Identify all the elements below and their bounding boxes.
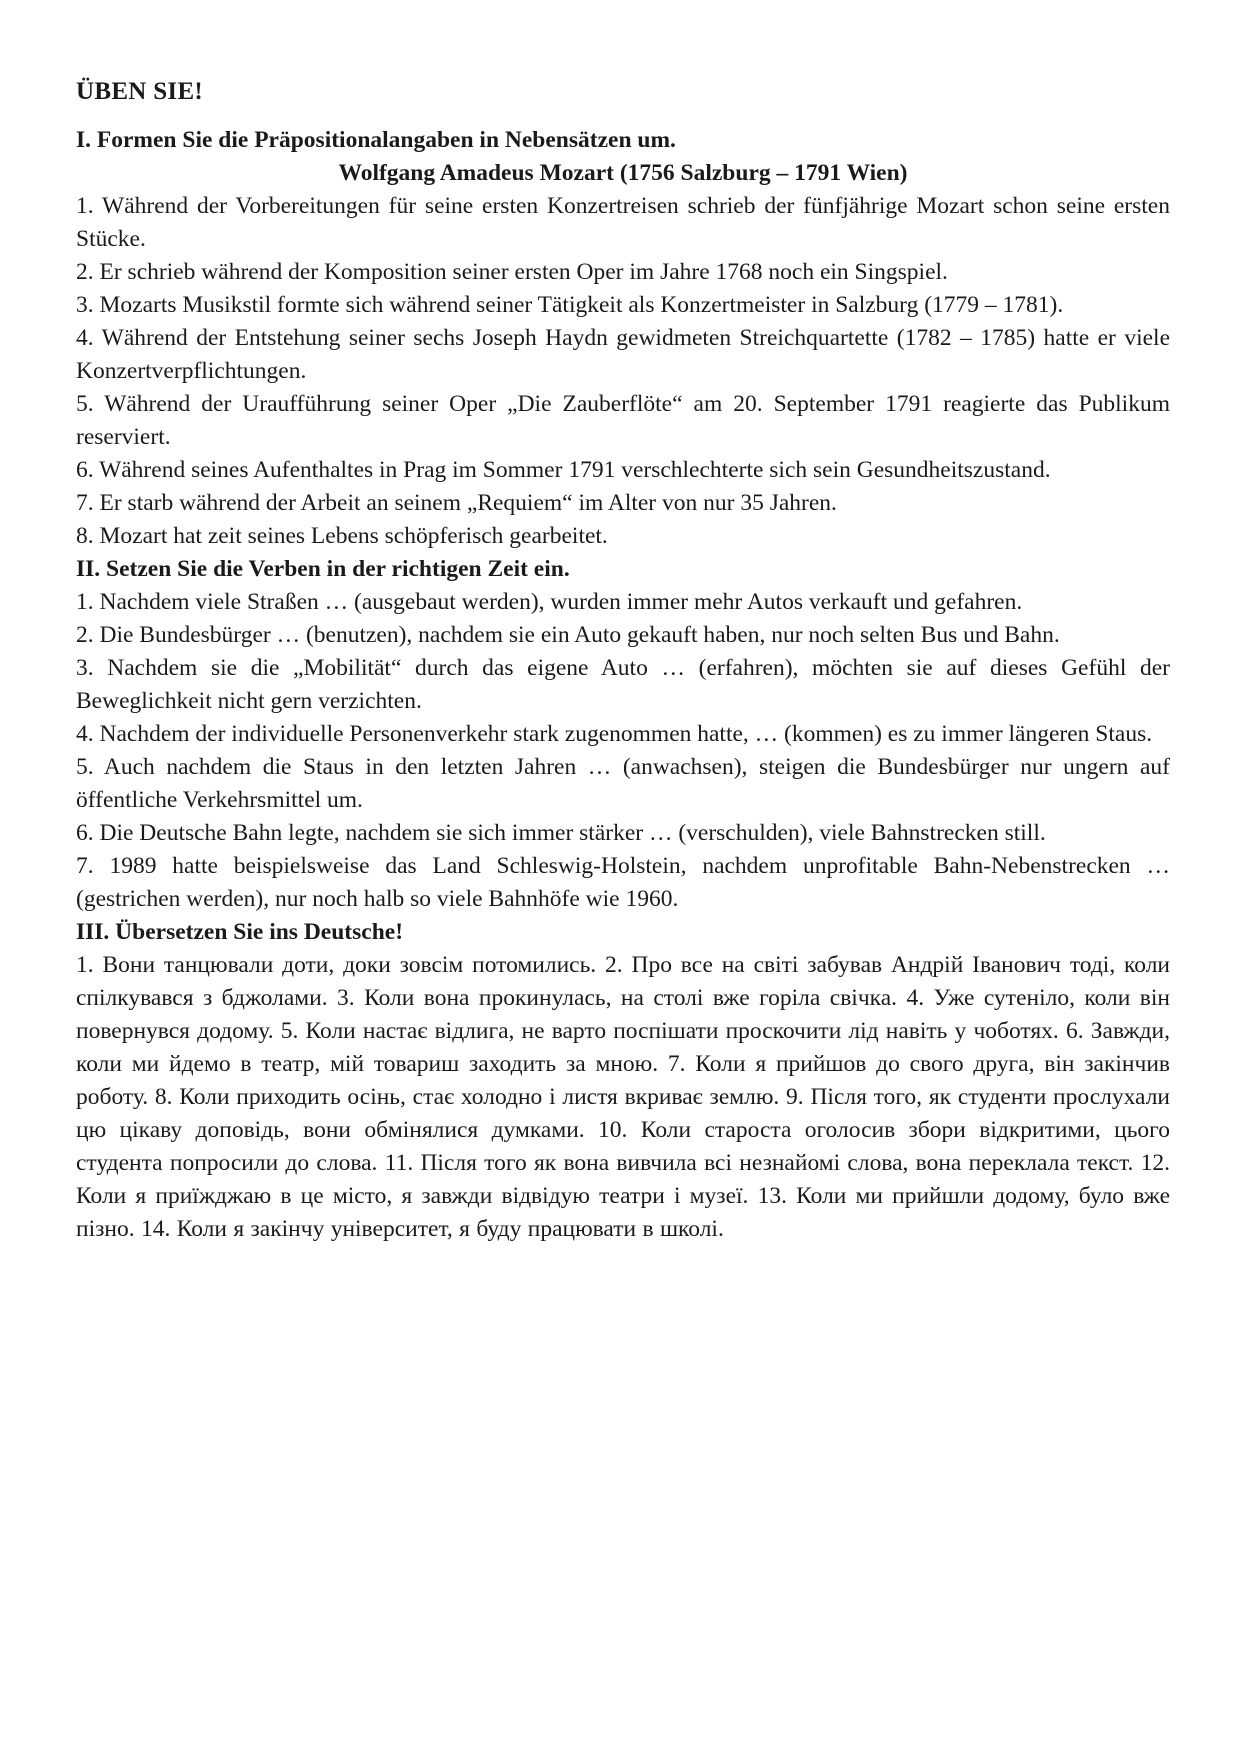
translation-sentence: 4. Уже сутеніло, коли він повернувся додому.	[76, 985, 1171, 1044]
translation-sentence: 10. Коли староста оголосив збори відкритими, цього студента попросили до слова.	[76, 1117, 1170, 1176]
translation-sentence: 2. Про все на світі забував Андрій Іванович тоді, коли спілкувався з бджолами.	[76, 952, 1171, 1011]
section-1-item: 1. Während der Vorbereitungen für seine ersten Konzertreisen schrieb der fünfjährige Mozart schon seine ersten Stücke.	[76, 193, 1170, 252]
translation-sentence: 6. Завжди, коли ми йдемо в театр, мій товариш заходить за мною.	[76, 1018, 1171, 1077]
section-2-heading: II. Setzen Sie die Verben in der richtigen Zeit ein.	[76, 556, 570, 582]
section-1-item: 2. Er schrieb während der Komposition seiner ersten Oper im Jahre 1768 noch ein Singspiel.	[76, 259, 948, 285]
section-1-item: 6. Während seines Aufenthaltes in Prag im Sommer 1791 verschlechterte sich sein Gesundheitszustand.	[76, 457, 1051, 483]
section-2-item: 2. Die Bundesbürger … (benutzen), nachdem sie ein Auto gekauft haben, nur noch selten Bus und Bahn.	[76, 622, 1060, 648]
translation-sentence: 7. Коли я прийшов до свого друга, він закінчив роботу.	[76, 1051, 1170, 1110]
translation-sentence: 1. Вони танцювали доти, доки зовсім потомились.	[76, 952, 597, 978]
section-2-item: 5. Auch nachdem die Staus in den letzten Jahren … (anwachsen), steigen die Bundesbürger nur ungern auf öffentliche Verkehrsmittel um.	[76, 754, 1170, 813]
section-1-item: 3. Mozarts Musikstil formte sich während seiner Tätigkeit als Konzertmeister in Salzburg (1779 – 1781).	[76, 292, 1064, 318]
translation-sentence: 3. Коли вона прокинулась, на столі вже горіла свічка.	[337, 985, 898, 1011]
section-1-heading: I. Formen Sie die Präpositionalangaben in Nebensätzen um.	[76, 127, 676, 153]
section-2-item: 3. Nachdem sie die „Mobilität“ durch das eigene Auto … (erfahren), möchten sie auf dieses Gefühl der Beweglichkeit nicht gern verzichten.	[76, 655, 1170, 714]
section-1-item: 4. Während der Entstehung seiner sechs Joseph Haydn gewidmeten Streichquartette (1782 – 1785) hatte er viele Konzertverpflichtungen.	[76, 325, 1170, 384]
translation-sentence: 8. Коли приходить осінь, стає холодно і листя вкриває землю.	[154, 1084, 780, 1110]
section-3-heading: III. Übersetzen Sie ins Deutsche!	[76, 919, 404, 945]
translation-sentence: 9. Після того, як студенти прослухали цю цікаву доповідь, вони обмінялися думками.	[76, 1084, 1170, 1143]
section-2-item: 4. Nachdem der individuelle Personenverkehr stark zugenommen hatte, … (kommen) es zu immer längeren Staus.	[76, 721, 1153, 747]
section-2-item: 1. Nachdem viele Straßen … (ausgebaut werden), wurden immer mehr Autos verkauft und gefahren.	[76, 589, 1023, 615]
document-page	[76, 70, 1170, 1246]
section-3-translation-paragraph	[76, 949, 1170, 1246]
page-title: ÜBEN SIE!	[76, 78, 204, 105]
section-1-item: 7. Er starb während der Arbeit an seinem „Requiem“ im Alter von nur 35 Jahren.	[76, 490, 837, 516]
translation-sentence: 14. Коли я закінчу університет, я буду працювати в школі.	[140, 1216, 724, 1242]
translation-sentence: 11. Після того як вона вивчила всі незнайомі слова, вона переклала текст.	[384, 1150, 1134, 1176]
section-1-subheading: Wolfgang Amadeus Mozart (1756 Salzburg – 1791 Wien)	[338, 160, 908, 186]
section-1-item: 8. Mozart hat zeit seines Lebens schöpferisch gearbeitet.	[76, 523, 608, 549]
translation-sentence: 13. Коли ми прийшли додому, було вже пізно.	[76, 1183, 1170, 1242]
translation-sentence: 5. Коли настає відлига, не варто поспішати проскочити лід навіть у чоботях.	[280, 1018, 1059, 1044]
section-2-item: 7. 1989 hatte beispielsweise das Land Schleswig-Holstein, nachdem unprofitable Bahn-Nebenstrecken … (gestrichen werden), nur noch halb so viele Bahnhöfe wie 1960.	[76, 853, 1170, 912]
section-1-item: 5. Während der Uraufführung seiner Oper „Die Zauberflöte“ am 20. September 1791 reagierte das Publikum reserviert.	[76, 391, 1170, 450]
translation-sentence: 12. Коли я приїжджаю в це місто, я завжди відвідую театри і музеї.	[76, 1150, 1171, 1209]
section-2-item: 6. Die Deutsche Bahn legte, nachdem sie sich immer stärker … (verschulden), viele Bahnstrecken still.	[76, 820, 1046, 846]
